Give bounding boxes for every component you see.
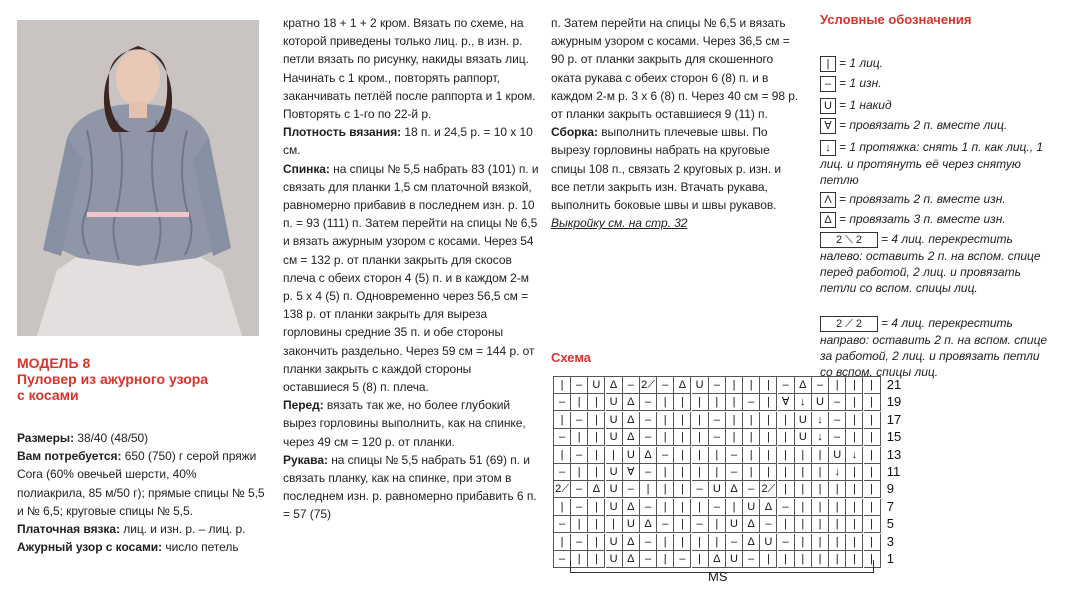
chart-cell: | — [726, 499, 743, 516]
chart-cell: | — [846, 499, 863, 516]
chart-cell: U — [795, 412, 812, 429]
chart-cell: | — [709, 394, 726, 411]
chart-cell: ↓ — [846, 447, 863, 464]
chart-row-number: 9 — [886, 481, 895, 497]
chart-cell: – — [778, 499, 795, 516]
chart-cell: – — [554, 394, 571, 411]
chart-cell: – — [571, 377, 588, 394]
chart-cell: Δ — [623, 394, 640, 411]
chart-cell: | — [571, 551, 588, 568]
lace-label: Ажурный узор с косами: — [17, 540, 163, 555]
chart-cell: | — [743, 412, 760, 429]
model-photo — [17, 20, 259, 336]
legend-symbol: – — [820, 76, 836, 92]
density-label: Плотность вязания: — [283, 125, 402, 140]
legend-text: = 1 изн. — [839, 76, 882, 90]
chart-cell: – — [571, 499, 588, 516]
chart-cell: U — [829, 447, 846, 464]
chart-cell: | — [674, 464, 691, 481]
legend-item — [820, 55, 1055, 72]
chart-cell: – — [571, 447, 588, 464]
chart-cell: Δ — [760, 499, 777, 516]
materials-label: Вам потребуется: — [17, 449, 122, 464]
chart-cell: | — [709, 516, 726, 533]
chart-cell: U — [606, 534, 623, 551]
lace-pattern-continued: кратно 18 + 1 + 2 кром. Вязать по схеме, на которой приведены только лиц. р., в изн. р. петли вязать по рисунку, накиды вязать лиц. Начинать с 1 кром., повторять раппорт, заканчивать петлёй после раппорта и 1 кром. Повторять с 1-го по 22-й р. — [283, 16, 536, 122]
chart-cell: | — [864, 551, 881, 568]
chart-cell: ∀ — [623, 464, 640, 481]
legend-symbol: Δ — [820, 212, 836, 228]
legend-item — [820, 117, 1055, 134]
legend-symbol: Λ — [820, 192, 836, 208]
assembly-paragraph — [551, 123, 801, 214]
chart-row-number: 1 — [886, 551, 895, 566]
chart-cell: | — [657, 534, 674, 551]
chart-cell: – — [743, 551, 760, 568]
chart-cell: | — [846, 481, 863, 498]
chart-cell: ↓ — [812, 412, 829, 429]
chart-cell: | — [864, 464, 881, 481]
knitting-chart — [553, 376, 902, 568]
chart-cell: | — [709, 447, 726, 464]
chart-cell: | — [588, 534, 605, 551]
chart-cell: – — [640, 551, 657, 568]
chart-cell: | — [829, 551, 846, 568]
chart-cell: | — [692, 464, 709, 481]
chart-cell: | — [571, 516, 588, 533]
legend-item — [820, 139, 1055, 188]
legend-item — [820, 211, 1055, 228]
chart-cell: – — [760, 516, 777, 533]
legend-text: = 1 протяжка: снять 1 п. как лиц., 1 лиц. и протянуть её через снятую петлю — [820, 140, 1044, 187]
chart-cell: | — [588, 551, 605, 568]
chart-cell: – — [554, 516, 571, 533]
chart-cell: | — [846, 429, 863, 446]
chart-cell: | — [657, 551, 674, 568]
chart-cell: | — [846, 394, 863, 411]
chart-cell: | — [692, 499, 709, 516]
materials-text: 650 (750) г серой пряжи Cora (60% овечьей шерсти, 40% полиакрила, 85 м/50 г); прямые спицы № 5,5 и № 6,5; круговые спицы № 5,5. — [17, 449, 265, 518]
lace-paragraph — [17, 538, 267, 556]
chart-cell: U — [795, 429, 812, 446]
legend-text: = 4 лиц. перекрестить налево: оставить 2 п. на вспом. спице перед работой, 2 лиц. и провязать петли со вспом. спицы лиц. — [820, 232, 1041, 295]
legend-symbol: U — [820, 98, 836, 114]
chart-cell: | — [864, 481, 881, 498]
back-label: Спинка: — [283, 161, 330, 176]
chart-cell: – — [726, 447, 743, 464]
chart-cell: | — [864, 534, 881, 551]
chart-cell: | — [657, 499, 674, 516]
chart-cell: | — [778, 412, 795, 429]
legend-item — [820, 231, 1055, 296]
chart-row-number: 13 — [886, 446, 902, 462]
chart-cell: – — [640, 394, 657, 411]
assembly-label: Сборка: — [551, 125, 598, 140]
legend-text: = провязать 2 п. вместе изн. — [839, 192, 1006, 206]
legend-item — [820, 315, 1055, 380]
chart-cell: – — [829, 412, 846, 429]
chart-cell: | — [674, 429, 691, 446]
chart-cell: U — [726, 551, 743, 568]
legend-text: = 4 лиц. перекрестить направо: оставить 2 п. на вспом. спице за работой, 2 лиц. и провязать петли со вспом. спицы лиц. — [820, 316, 1048, 379]
chart-cell: | — [588, 499, 605, 516]
chart-cell: 2⟋ — [760, 481, 777, 498]
chart-cell: Δ — [623, 499, 640, 516]
chart-cell: | — [795, 499, 812, 516]
chart-cell: | — [760, 412, 777, 429]
chart-cell: | — [674, 481, 691, 498]
chart-cell: | — [674, 516, 691, 533]
chart-cell: | — [743, 447, 760, 464]
chart-cell: – — [709, 377, 726, 394]
chart-cell: U — [760, 534, 777, 551]
chart-cell: | — [812, 499, 829, 516]
chart-cell: Δ — [640, 447, 657, 464]
chart-cell: | — [760, 551, 777, 568]
chart-cell: – — [812, 377, 829, 394]
chart-cell: U — [588, 377, 605, 394]
chart-cell: U — [726, 516, 743, 533]
chart-cell: Δ — [588, 481, 605, 498]
chart-cell: | — [829, 534, 846, 551]
chart-cell: | — [571, 394, 588, 411]
chart-cell: | — [743, 464, 760, 481]
chart-cell: – — [674, 551, 691, 568]
chart-cell: – — [709, 412, 726, 429]
chart-cell: | — [726, 394, 743, 411]
legend-title: Условные обозначения — [820, 12, 972, 27]
chart-cell: | — [709, 534, 726, 551]
front-paragraph — [283, 396, 539, 451]
chart-cell: | — [657, 481, 674, 498]
chart-row-number: 17 — [886, 411, 902, 427]
chart-cell: | — [606, 516, 623, 533]
chart-row-number: 3 — [886, 533, 895, 549]
chart-cell: | — [829, 516, 846, 533]
repeat-label: MS — [708, 569, 728, 584]
chart-cell: | — [760, 394, 777, 411]
front-label: Перед: — [283, 398, 324, 413]
chart-cell: | — [795, 516, 812, 533]
chart-cell: U — [606, 464, 623, 481]
chart-cell: | — [588, 429, 605, 446]
chart-cell: Δ — [623, 534, 640, 551]
chart-cell: U — [606, 499, 623, 516]
chart-cell: Δ — [674, 377, 691, 394]
schema-title: Схема — [551, 350, 592, 365]
chart-cell: | — [709, 464, 726, 481]
chart-cell: | — [864, 499, 881, 516]
chart-cell: Δ — [640, 516, 657, 533]
lace-text: число петель — [162, 540, 239, 555]
model-title-line-2: с косами — [17, 387, 79, 403]
chart-cell: | — [812, 464, 829, 481]
garter-paragraph — [17, 520, 267, 538]
chart-cell: | — [588, 516, 605, 533]
chart-cell: U — [812, 394, 829, 411]
sleeves-label: Рукава: — [283, 452, 328, 467]
chart-cell: | — [692, 412, 709, 429]
chart-cell: | — [864, 412, 881, 429]
density-text: 18 п. и 24,5 р. = 10 х 10 см. — [283, 125, 533, 158]
chart-cell: | — [812, 516, 829, 533]
chart-cell: | — [588, 464, 605, 481]
chart-cell: – — [726, 534, 743, 551]
chart-cell: | — [778, 464, 795, 481]
chart-cell: | — [864, 516, 881, 533]
chart-cell: – — [623, 481, 640, 498]
chart-cell: | — [760, 429, 777, 446]
chart-cell: | — [554, 377, 571, 394]
chart-row-number: 5 — [886, 516, 895, 532]
chart-cell: – — [554, 429, 571, 446]
chart-cell: | — [743, 377, 760, 394]
chart-cell: ↓ — [829, 464, 846, 481]
chart-cell: | — [674, 394, 691, 411]
chart-cell: | — [554, 447, 571, 464]
chart-cell: | — [726, 412, 743, 429]
density-paragraph — [283, 123, 539, 159]
chart-cell: | — [778, 516, 795, 533]
chart-cell: | — [829, 377, 846, 394]
sleeves-continued: п. Затем перейти на спицы № 6,5 и вязать ажурным узором с косами. Через 36,5 см = 90 р. от планки закрыть для скошенного оката рукава с обеих сторон 6 (8) п. и в каждом 2-м р. 3 х 6 (8) п. Через 40 см = 98 р. от планки закрыть оставшиеся 9 (11) п. — [551, 16, 799, 122]
chart-cell: – — [829, 429, 846, 446]
chart-cell: U — [692, 377, 709, 394]
chart-cell: U — [606, 412, 623, 429]
chart-cell: | — [846, 412, 863, 429]
instructions-column-3 — [551, 14, 801, 232]
chart-cell: | — [760, 464, 777, 481]
chart-cell: | — [812, 551, 829, 568]
chart-cell: | — [692, 551, 709, 568]
chart-cell: ∀ — [778, 394, 795, 411]
chart-cell: – — [640, 412, 657, 429]
chart-cell: | — [692, 447, 709, 464]
chart-cell: | — [846, 377, 863, 394]
chart-cell: – — [657, 516, 674, 533]
chart-cell: | — [846, 551, 863, 568]
chart-cell: | — [812, 447, 829, 464]
chart-cell: – — [829, 394, 846, 411]
model-number: МОДЕЛЬ 8 — [17, 355, 91, 371]
legend-item — [820, 75, 1055, 92]
chart-cell: | — [674, 447, 691, 464]
chart-cell: | — [795, 481, 812, 498]
legend-symbol: | — [820, 56, 836, 72]
chart-cell: – — [778, 534, 795, 551]
model-heading — [17, 355, 265, 403]
legend-text: = провязать 3 п. вместе изн. — [839, 212, 1006, 226]
chart-cell: | — [571, 429, 588, 446]
chart-cell: – — [640, 429, 657, 446]
sizes-label: Размеры: — [17, 431, 75, 445]
chart-cell: | — [657, 394, 674, 411]
chart-cell: | — [692, 534, 709, 551]
chart-cell: | — [829, 499, 846, 516]
chart-cell: Δ — [606, 377, 623, 394]
chart-cell: | — [657, 429, 674, 446]
chart-cell: | — [846, 534, 863, 551]
chart-cell: | — [760, 377, 777, 394]
chart-cell: Δ — [743, 534, 760, 551]
garter-text: лиц. и изн. р. – лиц. р. — [119, 522, 246, 537]
chart-row-number: 15 — [886, 429, 902, 445]
chart-cell: – — [571, 412, 588, 429]
materials-paragraph — [17, 447, 267, 520]
chart-cell: – — [709, 429, 726, 446]
chart-cell: | — [692, 394, 709, 411]
chart-cell: – — [743, 481, 760, 498]
chart-cell: – — [571, 534, 588, 551]
chart-cell: ↓ — [795, 394, 812, 411]
chart-cell: – — [692, 516, 709, 533]
chart-cell: U — [623, 447, 640, 464]
chart-cell: U — [623, 516, 640, 533]
chart-cell: | — [846, 464, 863, 481]
chart-cell: Δ — [795, 377, 812, 394]
legend-text: = 1 лиц. — [839, 56, 883, 70]
model-title-line-1: Пуловер из ажурного узора — [17, 371, 209, 387]
chart-cell: | — [554, 534, 571, 551]
chart-cell: – — [778, 377, 795, 394]
assembly-text: выполнить плечевые швы. По вырезу горловины набрать на круговые спицы 108 п., связать 2 круговых р. изн. и все петли закрыть изн. Втачать рукава, выполнить боковые швы и швы рукавов. — [551, 125, 781, 213]
chart-cell: – — [554, 551, 571, 568]
chart-cell: – — [640, 534, 657, 551]
chart-cell: | — [778, 429, 795, 446]
chart-cell: Δ — [623, 429, 640, 446]
chart-cell: – — [640, 464, 657, 481]
legend-symbol: ↓ — [820, 140, 836, 156]
chart-cell: | — [640, 481, 657, 498]
legend-item — [820, 97, 1055, 114]
chart-cell: – — [743, 394, 760, 411]
sizes-text: 38/40 (48/50) — [74, 431, 149, 445]
legend-symbol: 2 ⟋ 2 — [820, 316, 878, 332]
chart-cell: Δ — [623, 551, 640, 568]
chart-cell: | — [726, 377, 743, 394]
chart-cell: | — [743, 429, 760, 446]
chart-cell: | — [864, 447, 881, 464]
pattern-reference-link[interactable]: Выкройку см. на стр. 32 — [551, 216, 688, 231]
chart-cell: | — [864, 377, 881, 394]
chart-cell: U — [606, 481, 623, 498]
chart-cell: | — [588, 447, 605, 464]
chart-cell: – — [623, 377, 640, 394]
legend-symbol: ∀ — [820, 118, 836, 134]
chart-cell: | — [657, 412, 674, 429]
instructions-column-1 — [17, 429, 267, 556]
chart-cell: | — [674, 534, 691, 551]
chart-cell: 2⟋ — [554, 481, 571, 498]
chart-cell: | — [829, 481, 846, 498]
chart-cell: | — [795, 534, 812, 551]
chart-cell: | — [588, 394, 605, 411]
chart-cell: | — [588, 412, 605, 429]
front-text: вязать так же, но более глубокий вырез горловины выполнить, как на спинке, через 49 см = 120 р. от планки. — [283, 398, 526, 449]
chart-cell: – — [554, 464, 571, 481]
chart-cell: | — [692, 429, 709, 446]
back-paragraph — [283, 160, 539, 397]
chart-cell: U — [606, 394, 623, 411]
chart-row-number: 21 — [886, 377, 902, 392]
chart-cell: | — [812, 534, 829, 551]
chart-cell: | — [778, 481, 795, 498]
chart-cell: – — [571, 481, 588, 498]
chart-cell: – — [692, 481, 709, 498]
chart-cell: | — [778, 447, 795, 464]
chart-cell: – — [657, 447, 674, 464]
chart-cell: Δ — [743, 516, 760, 533]
legend-text: = провязать 2 п. вместе лиц. — [839, 118, 1008, 132]
chart-cell: 2⟋ — [640, 377, 657, 394]
chart-cell: | — [812, 481, 829, 498]
chart-cell: Δ — [726, 481, 743, 498]
chart-cell: | — [554, 499, 571, 516]
chart-cell: – — [657, 377, 674, 394]
sizes-paragraph — [17, 429, 267, 447]
chart-cell: | — [864, 394, 881, 411]
chart-cell: | — [795, 551, 812, 568]
chart-cell: Δ — [623, 412, 640, 429]
chart-cell: U — [743, 499, 760, 516]
chart-cell: | — [674, 412, 691, 429]
chart-cell: – — [726, 464, 743, 481]
legend-symbol: 2 ⟍ 2 — [820, 232, 878, 248]
chart-cell: – — [709, 499, 726, 516]
chart-cell: | — [657, 464, 674, 481]
chart-cell: | — [606, 447, 623, 464]
chart-cell: | — [864, 429, 881, 446]
chart-cell: ↓ — [812, 429, 829, 446]
chart-cell: | — [674, 499, 691, 516]
garter-label: Платочная вязка: — [17, 522, 120, 537]
chart-cell: | — [846, 516, 863, 533]
sleeves-paragraph — [283, 451, 539, 524]
legend-text: = 1 накид — [839, 98, 892, 112]
chart-cell: | — [726, 429, 743, 446]
chart-cell: | — [795, 447, 812, 464]
chart-row-number: 7 — [886, 498, 895, 514]
chart-cell: Δ — [709, 551, 726, 568]
instructions-column-2 — [283, 14, 539, 524]
chart-cell: U — [709, 481, 726, 498]
chart-cell: | — [554, 412, 571, 429]
legend-item — [820, 191, 1055, 208]
chart-cell: | — [571, 464, 588, 481]
chart-cell: | — [778, 551, 795, 568]
chart-row-number: 19 — [886, 394, 902, 410]
chart-row-number: 11 — [886, 464, 901, 479]
back-text: на спицы № 5,5 набрать 83 (101) п. и связать для планки 1,5 см платочной вязкой, равномерно прибавив в последнем изн. р. 10 п. = 93 (111) п. Затем перейти на спицы № 6,5 и вязать ажурным узором с косами. Через 54 см = 132 р. от планки закрыть для скосов плеча с обеих сторон 4 (5) п. и в каждом 2-м р. 5 х 4 (5) п. Одновременно через 56,5 см = 138 р. от планки закрыть для выреза горловины средние 35 п. и обе стороны закончить раздельно. Через 59 см = 144 р. от планки закрыть с каждой стороны оставшиеся 5 (8) п. плеча. — [283, 161, 539, 395]
sleeves-text: на спицы № 5,5 набрать 51 (69) п. и связать планку, как на спинке, при этом в последнем изн. р. равномерно прибавить 6 п. = 57 (75) — [283, 452, 537, 522]
chart-cell: – — [640, 499, 657, 516]
chart-cell: | — [795, 464, 812, 481]
chart-cell: U — [606, 551, 623, 568]
chart-cell: | — [760, 447, 777, 464]
chart-cell: U — [606, 429, 623, 446]
